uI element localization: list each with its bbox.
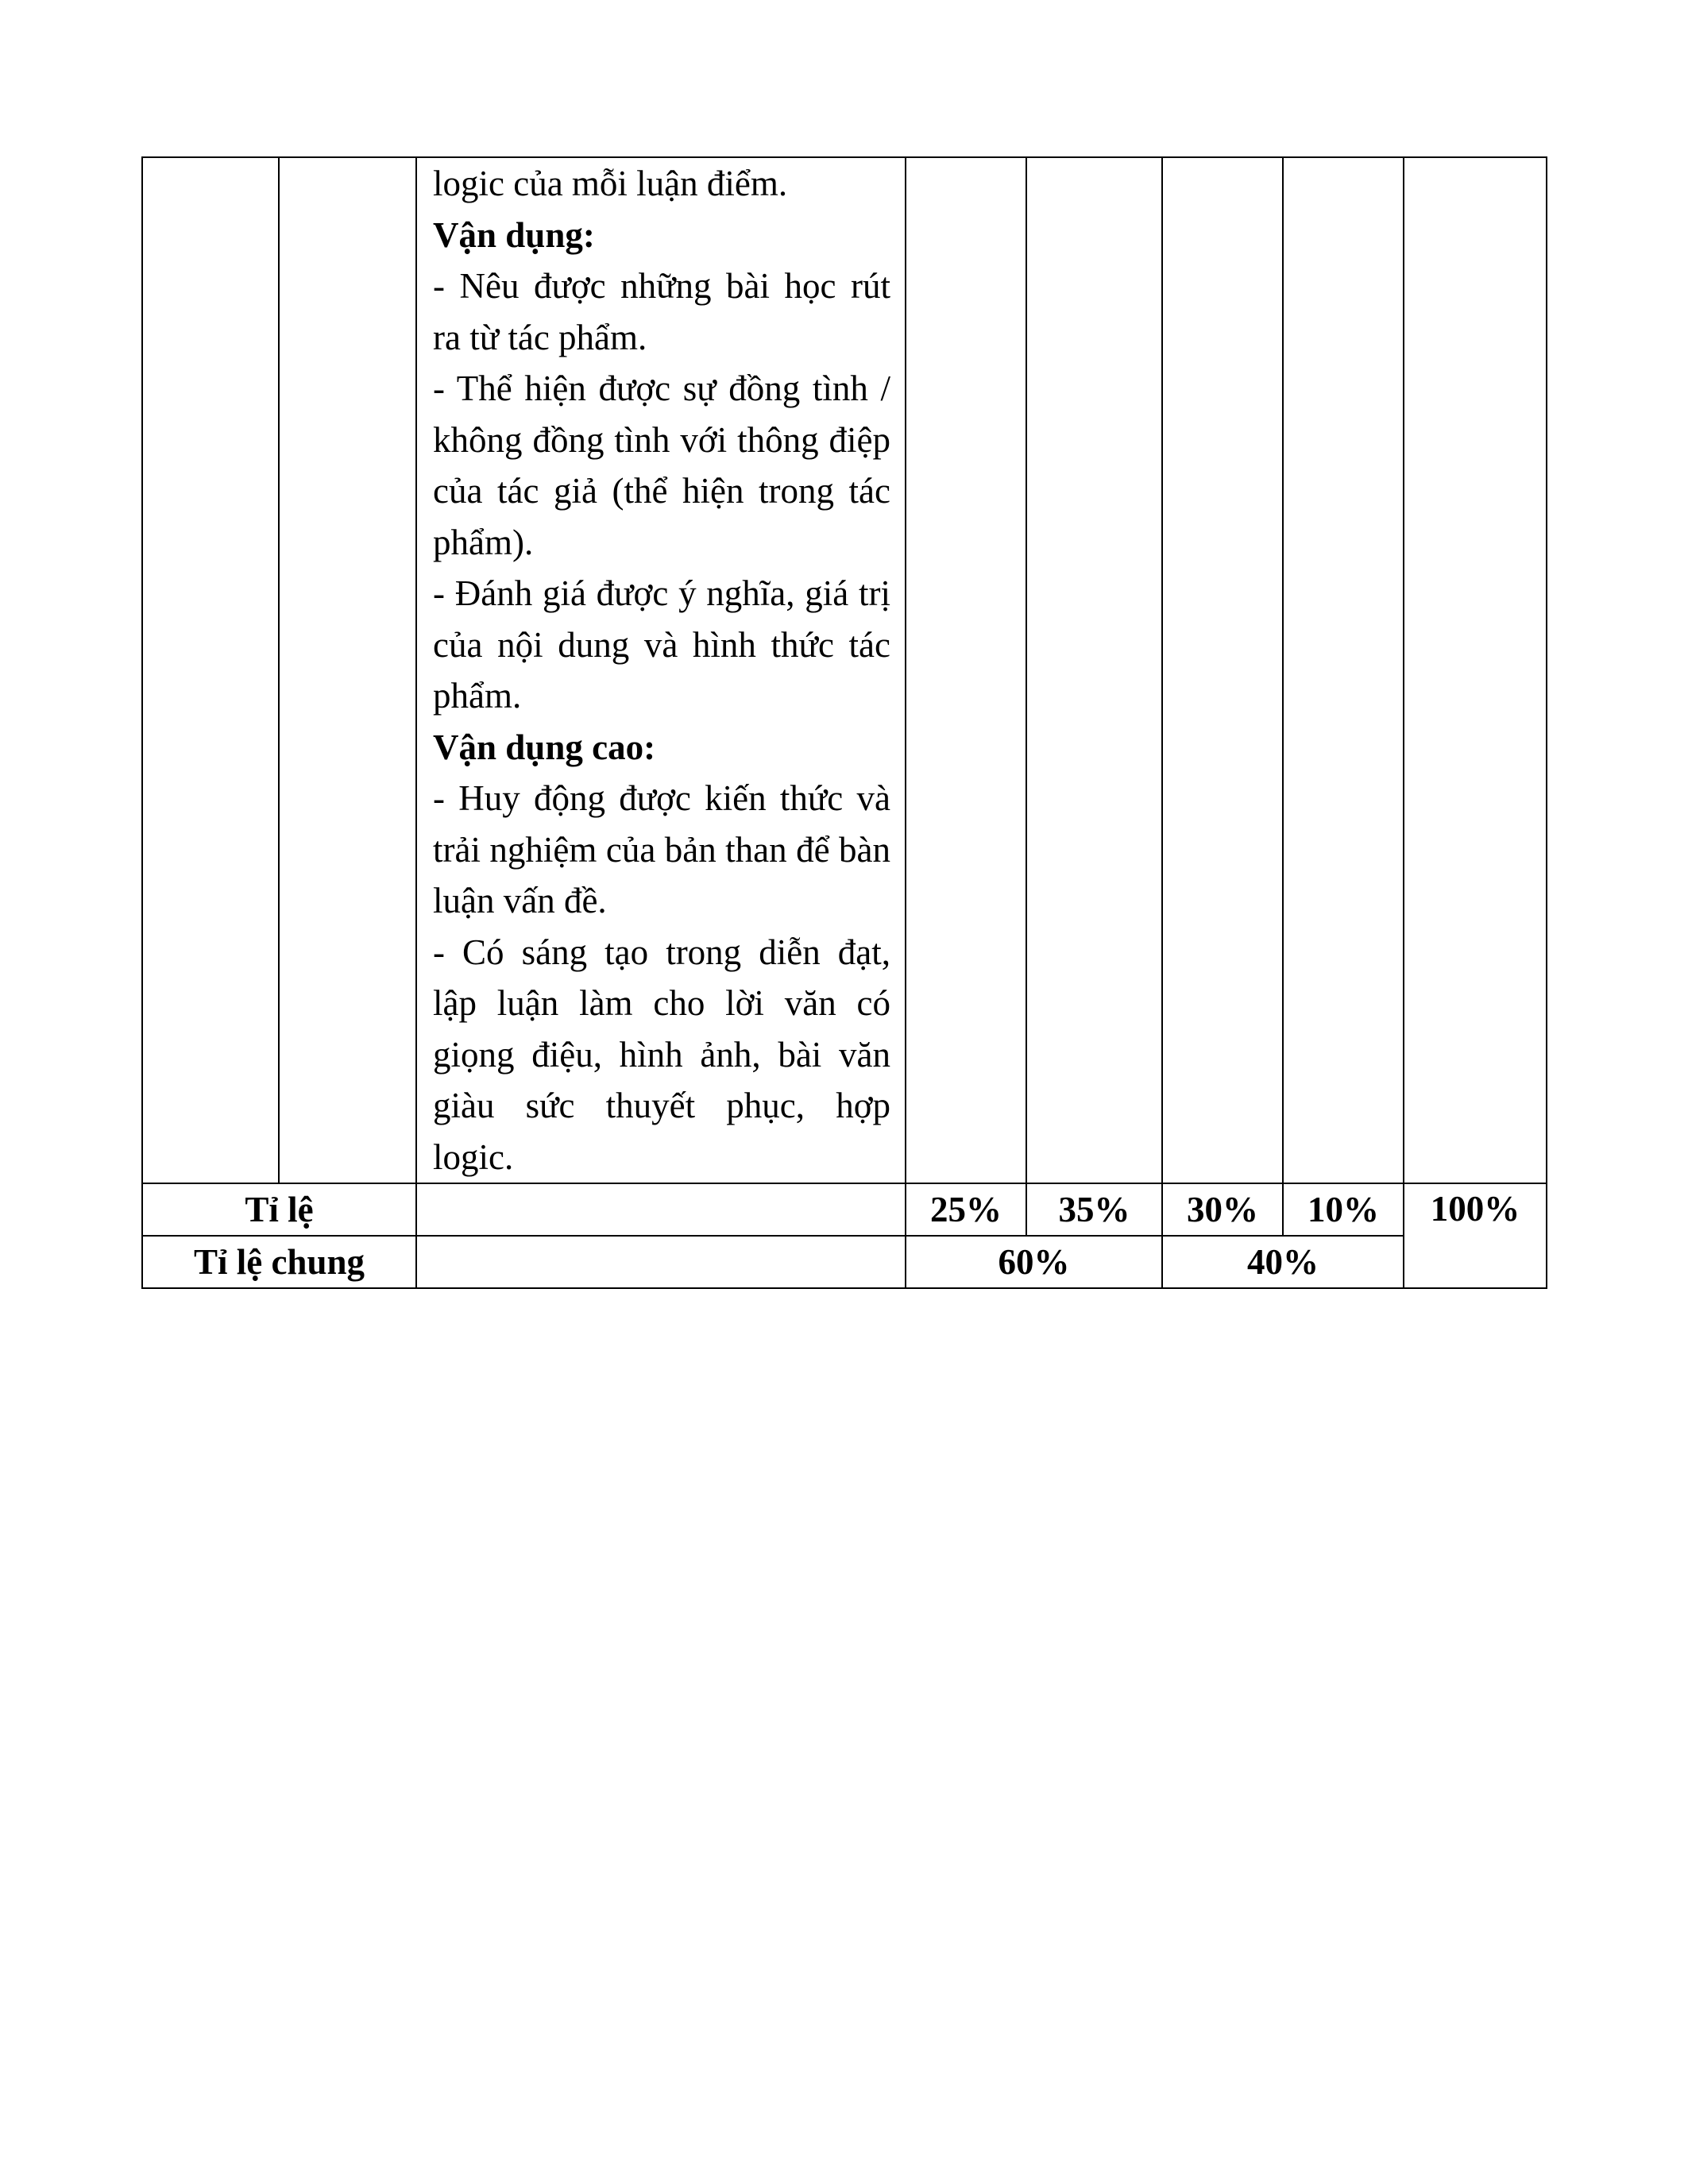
- table-row: [142, 157, 1547, 1183]
- section-heading-apply: Vận dụng:: [433, 214, 595, 255]
- list-item: - Đánh giá được ý nghĩa, giá trị của nội dung và hình thức tác phẩm.: [433, 573, 890, 716]
- empty-cell: [1162, 157, 1283, 1183]
- general-rate-label: Tỉ lệ chung: [142, 1236, 416, 1288]
- section-heading-advanced-apply: Vận dụng cao:: [433, 727, 656, 767]
- continuation-text: logic của mỗi luận điểm.: [433, 164, 788, 203]
- list-item: - Có sáng tạo trong diễn đạt, lập luận làm cho lời văn có giọng điệu, hình ảnh, bài văn giàu sức thuyết phục, hợp logic.: [433, 932, 890, 1177]
- rate-value-recognize: 25%: [906, 1183, 1026, 1236]
- empty-cell: [416, 1236, 906, 1288]
- empty-cell: [906, 157, 1026, 1183]
- general-rate-value-1: 60%: [906, 1236, 1162, 1288]
- assessment-matrix-table: [141, 156, 1547, 1289]
- general-rate-value-2: 40%: [1162, 1236, 1404, 1288]
- empty-cell: [1404, 157, 1547, 1183]
- list-item: - Thể hiện được sự đồng tình / không đồng tình với thông điệp của tác giả (thể hiện trong tác phẩm).: [433, 369, 890, 562]
- rate-total: 100%: [1404, 1183, 1547, 1288]
- empty-cell: [416, 1183, 906, 1236]
- rate-label: Tỉ lệ: [142, 1183, 416, 1236]
- rate-value-advanced-apply: 10%: [1283, 1183, 1404, 1236]
- list-item: - Nêu được những bài học rút ra từ tác phẩm.: [433, 266, 890, 357]
- empty-cell: [1283, 157, 1404, 1183]
- general-rate-row: [142, 1236, 1547, 1288]
- empty-cell: [279, 157, 416, 1183]
- empty-cell: [1026, 157, 1162, 1183]
- rate-value-understand: 35%: [1026, 1183, 1162, 1236]
- rate-value-apply: 30%: [1162, 1183, 1283, 1236]
- list-item: - Huy động được kiến thức và trải nghiệm của bản than để bàn luận vấn đề.: [433, 778, 890, 920]
- rate-row: [142, 1183, 1547, 1236]
- empty-cell: [142, 157, 279, 1183]
- requirements-cell: [416, 157, 906, 1183]
